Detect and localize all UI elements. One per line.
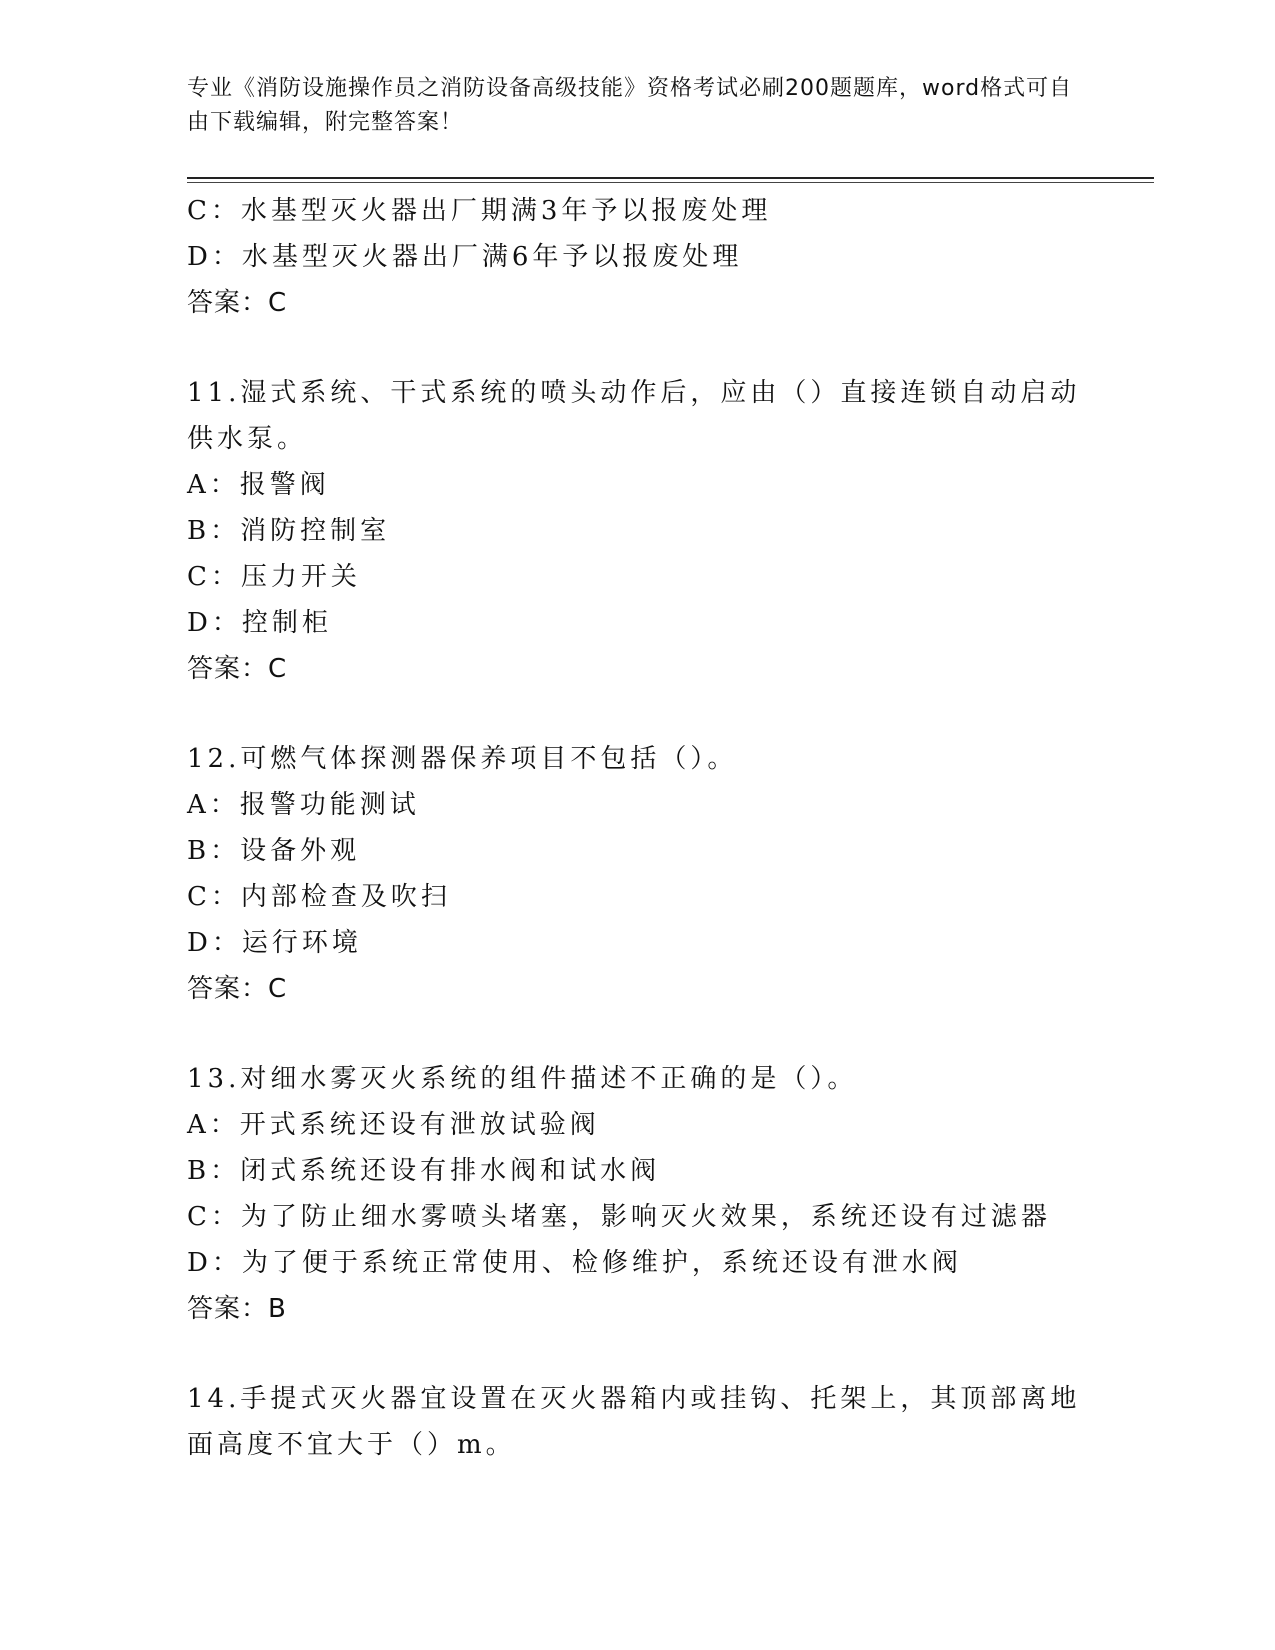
header-divider-thin: [187, 182, 1154, 183]
option-a: A：开式系统还设有泄放试验阀: [187, 1110, 600, 1140]
option-b: B：闭式系统还设有排水阀和试水阀: [187, 1156, 661, 1186]
option-d: D：控制柜: [187, 608, 332, 638]
answer-label: 答案：C: [187, 974, 288, 1004]
option-c: C：水基型灭火器出厂期满3年予以报废处理: [187, 196, 772, 226]
question-stem: 11.湿式系统、干式系统的喷头动作后，应由（）直接连锁自动启动供水泵。: [187, 378, 1081, 454]
option-c: C：内部检查及吹扫: [187, 882, 451, 912]
question-block-12: [187, 736, 1087, 1012]
question-stem: 12.可燃气体探测器保养项目不包括（）。: [187, 744, 738, 774]
question-block-11: [187, 370, 1087, 692]
option-b: B：设备外观: [187, 836, 361, 866]
document-header: 专业《消防设施操作员之消防设备高级技能》资格考试必刷200题题库，word格式可自由下载编辑，附完整答案！: [187, 76, 1073, 135]
option-d: D：水基型灭火器出厂满6年予以报废处理: [187, 242, 743, 272]
answer-label: 答案：B: [187, 1294, 287, 1324]
header-divider-thick: [187, 177, 1154, 179]
option-d: D：为了便于系统正常使用、检修维护，系统还设有泄水阀: [187, 1248, 962, 1278]
question-stem: 14.手提式灭火器宜设置在灭火器箱内或挂钩、托架上，其顶部离地面高度不宜大于（）m。: [187, 1384, 1081, 1460]
option-c: C：压力开关: [187, 562, 361, 592]
prev-question-block: [187, 188, 1087, 326]
option-b: B：消防控制室: [187, 516, 391, 546]
option-a: A：报警阀: [187, 470, 330, 500]
question-block-14: [187, 1376, 1087, 1468]
option-d: D：运行环境: [187, 928, 362, 958]
answer-label: 答案：C: [187, 654, 288, 684]
answer-label: 答案：C: [187, 288, 288, 318]
question-block-13: [187, 1056, 1087, 1332]
question-content: [187, 188, 1087, 1468]
option-a: A：报警功能测试: [187, 790, 420, 820]
question-stem: 13.对细水雾灭火系统的组件描述不正确的是（）。: [187, 1064, 858, 1094]
option-c: C：为了防止细水雾喷头堵塞，影响灭火效果，系统还设有过滤器: [187, 1202, 1051, 1232]
